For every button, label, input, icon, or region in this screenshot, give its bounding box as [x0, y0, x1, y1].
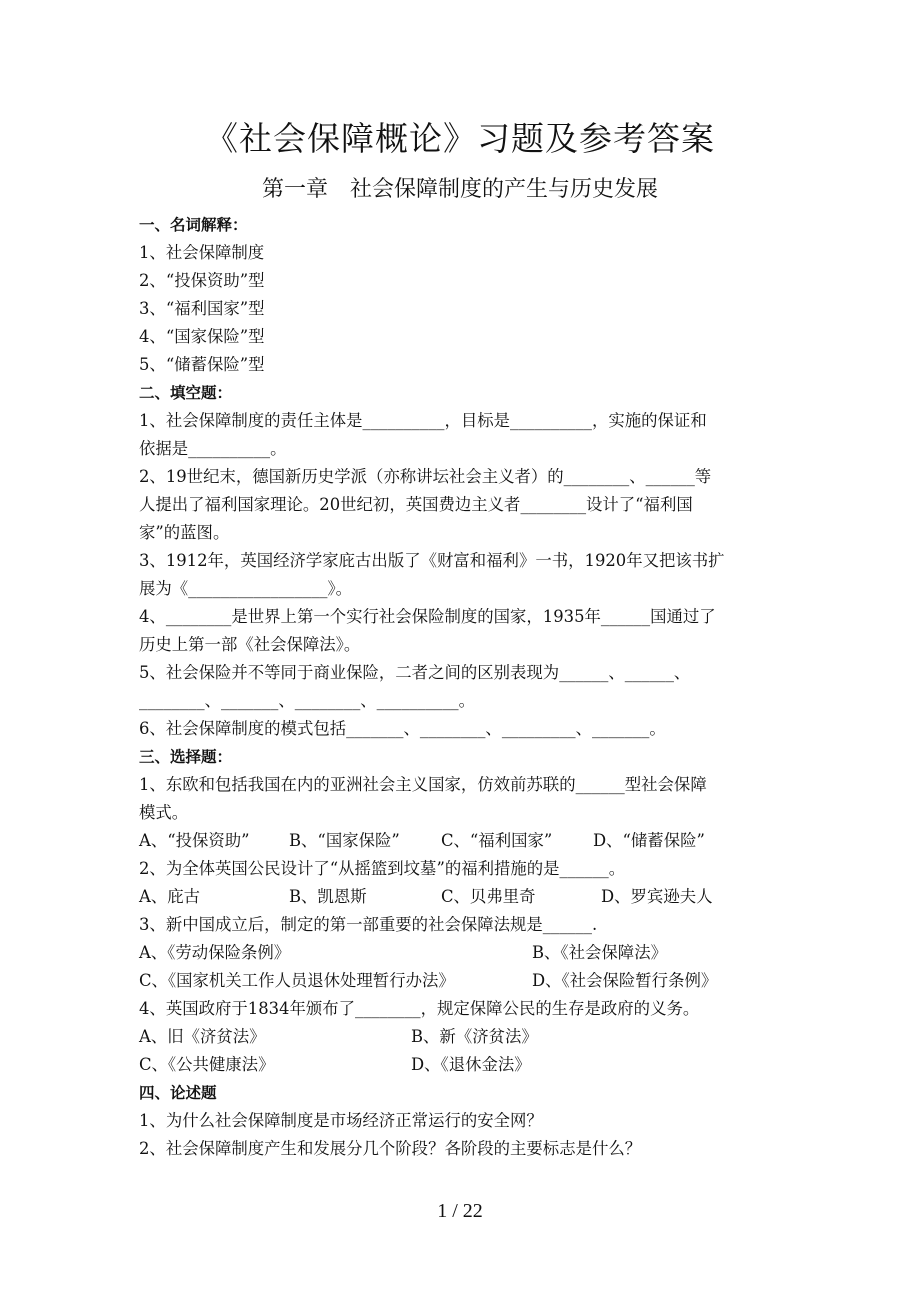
- option: D、《退休金法》: [411, 1055, 531, 1074]
- question-stem: 4、英国政府于1834年颁布了________，规定保障公民的生存是政府的义务。: [139, 999, 700, 1018]
- text-line: ________、_______、________、__________。: [139, 691, 476, 710]
- chapter-heading: 第一章 社会保障制度的产生与历史发展: [261, 177, 658, 202]
- list-item: 5、“储蓄保险”型: [139, 355, 265, 374]
- option: C、贝弗里奇: [441, 887, 536, 906]
- text-line: 历史上第一部《社会保障法》。: [139, 635, 361, 654]
- option-row: [139, 1051, 789, 1079]
- option: D、《社会保险暂行条例》: [532, 971, 718, 990]
- option: D、“储蓄保险”: [593, 831, 705, 850]
- list-item: 4、“国家保险”型: [139, 327, 265, 346]
- list-item: 1、为什么社会保障制度是市场经济正常运行的安全网？: [139, 1111, 543, 1130]
- text-line: 1、社会保障制度的责任主体是__________，目标是__________，实施的保证和: [139, 411, 707, 430]
- list-item: 2、“投保资助”型: [139, 271, 265, 290]
- list-item: 2、社会保障制度产生和发展分几个阶段？各阶段的主要标志是什么？: [139, 1139, 642, 1158]
- option: B、《社会保障法》: [532, 943, 667, 962]
- option: C、《公共健康法》: [139, 1055, 275, 1074]
- option: A、《劳动保险条例》: [139, 943, 291, 962]
- question-stem: 1、东欧和包括我国在内的亚洲社会主义国家，仿效前苏联的______型社会保障: [139, 775, 707, 794]
- option: B、凯恩斯: [289, 887, 367, 906]
- option: B、“国家保险”: [289, 831, 400, 850]
- option: B、新《济贫法》: [411, 1027, 538, 1046]
- text-line: 5、社会保险并不等同于商业保险，二者之间的区别表现为______、______、: [139, 663, 691, 682]
- option: A、庇古: [139, 887, 201, 906]
- text-line: 6、社会保障制度的模式包括_______、________、_________、_______。: [139, 719, 666, 738]
- section-heading: 二、填空题：: [139, 384, 233, 402]
- option-row: [139, 939, 789, 967]
- option-row: [139, 967, 789, 995]
- option-row: [139, 827, 789, 855]
- section-heading: 一、名词解释：: [139, 216, 248, 234]
- section-heading: 四、论述题: [139, 1084, 217, 1102]
- text-line: 3、1912年，英国经济学家庇古出版了《财富和福利》一书，1920年又把该书扩: [139, 551, 725, 570]
- question-stem: 3、新中国成立后，制定的第一部重要的社会保障法规是______.: [139, 915, 598, 934]
- option: A、旧《济贫法》: [139, 1027, 266, 1046]
- option-row: [139, 883, 789, 911]
- text-line: 展为《_________________》。: [139, 579, 353, 598]
- question-stem: 模式。: [139, 803, 189, 822]
- document-title: 《社会保障概论》习题及参考答案: [205, 119, 715, 158]
- section-heading: 三、选择题：: [139, 748, 233, 766]
- option: C、“福利国家”: [441, 831, 553, 850]
- text-line: 依据是__________。: [139, 439, 287, 458]
- page-number: 1 / 22: [437, 1200, 483, 1222]
- text-line: 4、________是世界上第一个实行社会保险制度的国家，1935年______国通过了: [139, 607, 716, 626]
- option-row: [139, 1023, 789, 1051]
- option: C、《国家机关工作人员退休处理暂行办法》: [139, 971, 455, 990]
- question-stem: 2、为全体英国公民设计了“从摇篮到坟墓”的福利措施的是______。: [139, 859, 626, 878]
- text-line: 人提出了福利国家理论。20世纪初，英国费边主义者________设计了“福利国: [139, 495, 693, 514]
- document-body: [139, 211, 789, 1163]
- list-item: 3、“福利国家”型: [139, 299, 265, 318]
- text-line: 家”的蓝图。: [139, 523, 230, 542]
- option: A、“投保资助”: [139, 831, 250, 850]
- option: D、罗宾逊夫人: [601, 887, 713, 906]
- text-line: 2、19世纪末，德国新历史学派（亦称讲坛社会主义者）的________、______等: [139, 467, 712, 486]
- list-item: 1、社会保障制度: [139, 243, 265, 262]
